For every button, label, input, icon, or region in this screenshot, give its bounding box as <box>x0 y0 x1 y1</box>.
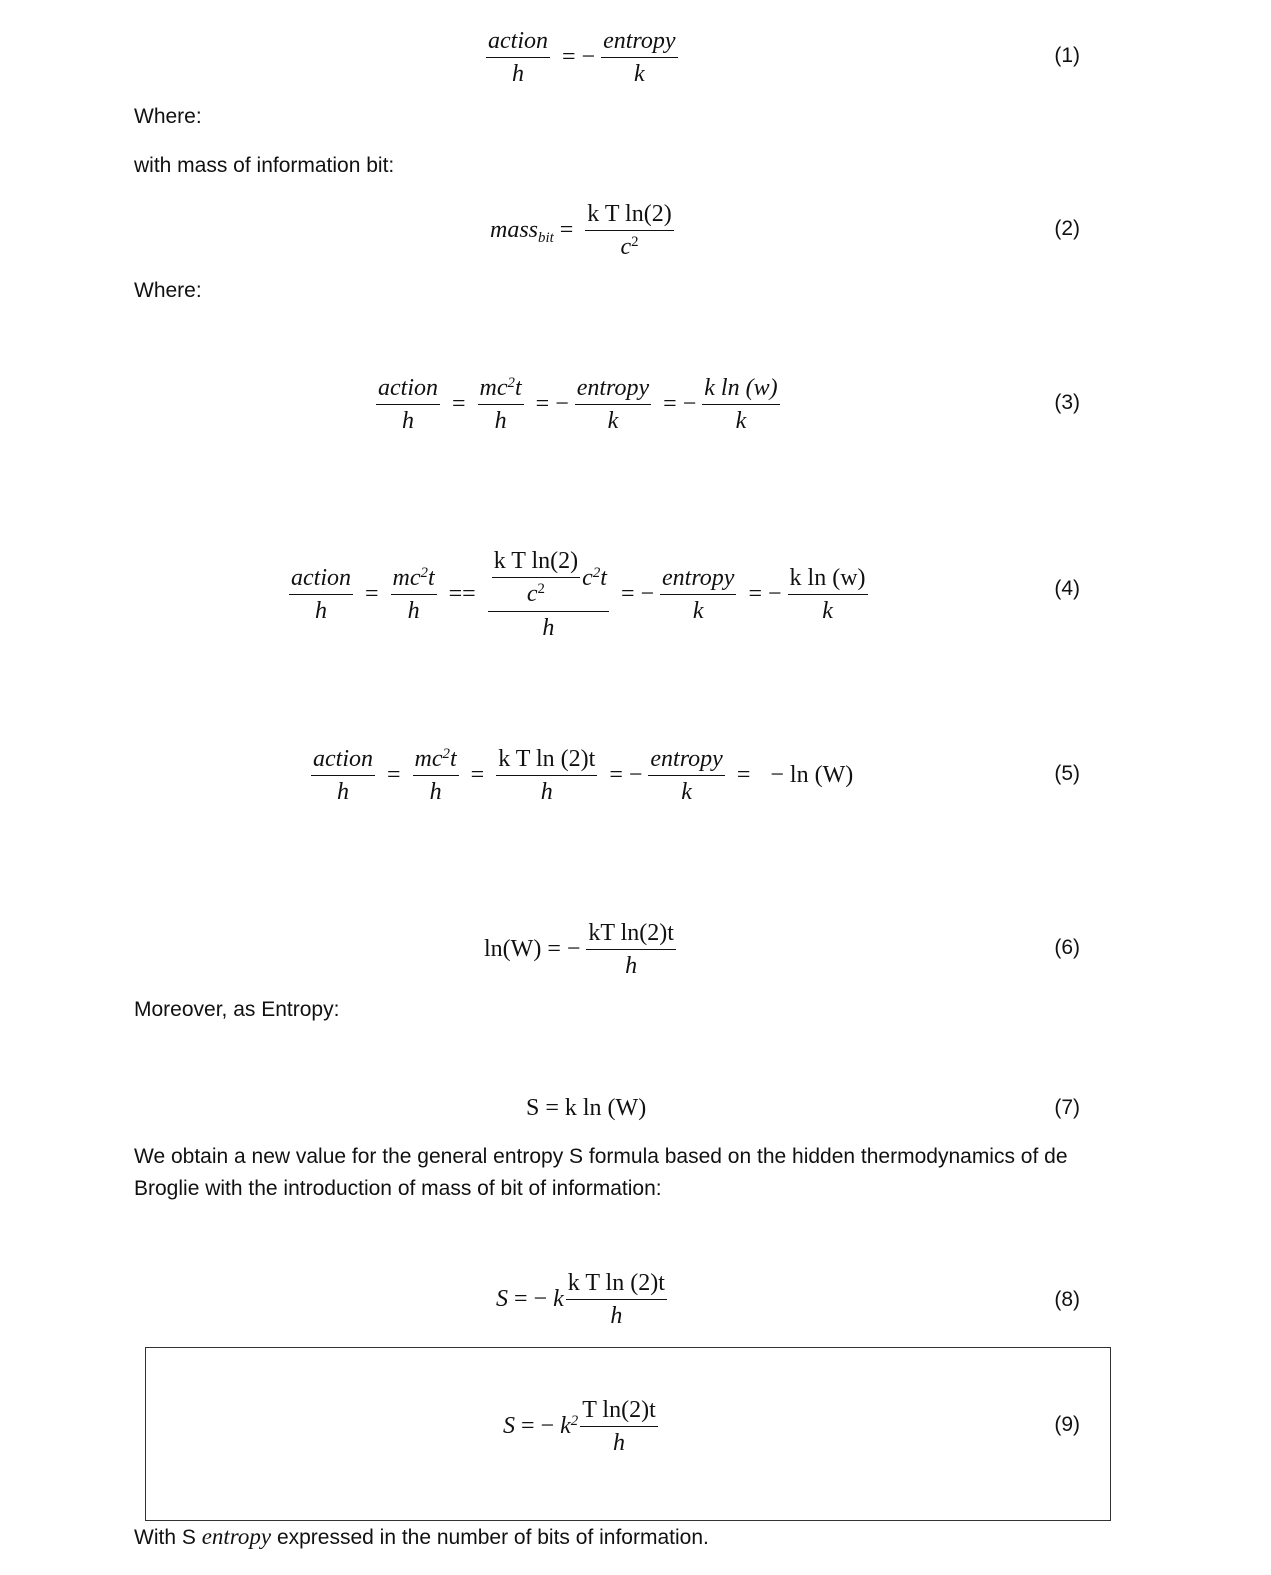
equation-6: ln(W) = − $\frac{\text{kT ln(2)t}}{h}$ <box>484 920 674 980</box>
equation-number-4: (4) <box>1054 577 1080 600</box>
equation-number-6: (6) <box>1054 936 1080 959</box>
fraction: $\frac{\text{action}}{h}$ <box>488 28 548 88</box>
fraction: $\frac{\text{k T ln(2)}}{c^2}$ <box>587 201 672 261</box>
equation-number-3: (3) <box>1054 391 1080 414</box>
equation-5: $\frac{\text{action}}{h}$ = $\frac{mc^2t}{h}$ = $\frac{\text{k T ln (2)t}}{h}$ = − $\frac{\text{entropy}}{k}$ = − ln (W) <box>313 745 854 806</box>
equation-7: S = k ln (W) <box>526 1095 647 1121</box>
equation-number-5: (5) <box>1054 762 1080 785</box>
moreover-label: Moreover, as Entropy: <box>134 998 340 1021</box>
where-label-2: Where: <box>134 279 202 302</box>
equation-number-7: (7) <box>1054 1096 1080 1119</box>
with-mass-label: with mass of information bit: <box>134 154 395 177</box>
equation-8: S = − k $\frac{\text{k T ln (2)t}}{h}$ <box>496 1270 665 1330</box>
obtain-paragraph: We obtain a new value for the general entropy S formula based on the hidden thermodynamics of de Broglie with the introduction of mass of bit of information: <box>134 1145 1068 1200</box>
equation-2: mass$_{bit}$ = $\frac{\text{k T ln(2)}}{c^2}$ <box>490 201 672 261</box>
where-label: Where: <box>134 105 202 128</box>
equation-number-8: (8) <box>1054 1288 1080 1311</box>
equation-3: $\frac{\text{action}}{h}$ = $\frac{mc^2t}{h}$ = − $\frac{\text{entropy}}{k}$ = − $\frac{\text{k ln (w)}}{k}$ <box>378 374 778 435</box>
equation-number-9: (9) <box>1054 1413 1080 1436</box>
equation-4: $\frac{\text{action}}{h}$ = $\frac{mc^2t}{h}$ == $\frac{\text{k T ln(2)}}{c^2}$ $c^2t$ h = − $\frac{\text{entropy}}{k}$ = − $\frac{\text{k ln (w)}}{k}$ <box>291 548 866 641</box>
equation-number-2: (2) <box>1054 217 1080 240</box>
final-sentence: With S entropy expressed in the number of bits of information. <box>134 1524 709 1549</box>
fraction: $\frac{\text{entropy}}{k}$ <box>603 28 676 88</box>
equation-1: $\frac{\text{action}}{h}$ = − $\frac{\text{entropy}}{k}$ <box>488 28 676 88</box>
equation-number-1: (1) <box>1054 44 1080 67</box>
equation-9: S = − $k^2$ $\frac{\text{T ln(2)t}}{h}$ <box>503 1397 656 1457</box>
nested-fraction: $\frac{\text{k T ln(2)}}{c^2}$ $c^2t$ h <box>488 548 609 641</box>
